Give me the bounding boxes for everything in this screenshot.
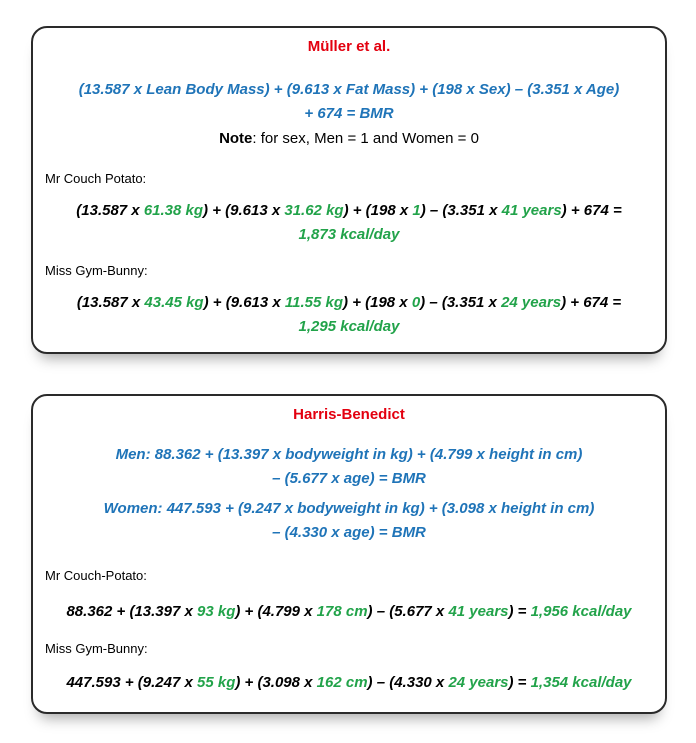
- muller-couch-result: 1,873 kcal/day: [298, 226, 400, 243]
- muller-title: Müller et al.: [307, 38, 391, 55]
- muller-formula-line1: (13.587 x Lean Body Mass) + (9.613 x Fat Mass) + (198 x Sex) – (3.351 x Age): [78, 81, 620, 98]
- harris-women-line1: Women: 447.593 + (9.247 x bodyweight in kg) + (3.098 x height in cm): [103, 500, 595, 517]
- lean-mass-value: 61.38 kg: [143, 202, 204, 219]
- age-value: 41 years: [448, 603, 509, 620]
- age-value: 24 years: [501, 294, 562, 311]
- result-value: 1,956 kcal/day: [530, 603, 632, 620]
- height-value: 162 cm: [316, 674, 368, 691]
- muller-couch-equation: (13.587 x 61.38 kg) + (9.613 x 31.62 kg) + (198 x 1) – (3.351 x 41 years) + 674 =: [76, 202, 622, 219]
- harris-title: Harris-Benedict: [293, 406, 405, 423]
- harris-couch-equation: 88.362 + (13.397 x 93 kg) + (4.799 x 178 cm) – (5.677 x 41 years) = 1,956 kcal/day: [66, 603, 632, 620]
- muller-gym-label: Miss Gym-Bunny:: [45, 263, 148, 278]
- age-value: 24 years: [448, 674, 509, 691]
- note-bold: Note: [219, 130, 253, 147]
- fat-mass-value: 11.55 kg: [284, 294, 344, 311]
- fat-mass-value: 31.62 kg: [284, 202, 344, 219]
- result-value: 1,354 kcal/day: [530, 674, 632, 691]
- muller-gym-equation: (13.587 x 43.45 kg) + (9.613 x 11.55 kg) + (198 x 0) – (3.351 x 24 years) + 674 =: [76, 294, 622, 311]
- harris-women-line2: – (4.330 x age) = BMR: [272, 524, 426, 541]
- muller-gym-result: 1,295 kcal/day: [298, 318, 400, 335]
- note-text: : for sex, Men = 1 and Women = 0: [252, 130, 479, 147]
- muller-couch-label: Mr Couch Potato:: [45, 171, 147, 186]
- lean-mass-value: 43.45 kg: [144, 294, 204, 311]
- muller-card: [31, 26, 667, 354]
- weight-value: 55 kg: [197, 674, 236, 691]
- sex-value: 1: [412, 202, 421, 219]
- harris-men-line1: Men: 88.362 + (13.397 x bodyweight in kg) + (4.799 x height in cm): [115, 446, 583, 463]
- muller-note: [33, 130, 665, 147]
- harris-couch-label: Mr Couch-Potato:: [45, 568, 147, 583]
- harris-men-line2: – (5.677 x age) = BMR: [272, 470, 426, 487]
- harris-card: [31, 394, 667, 714]
- muller-formula-line2: + 674 = BMR: [304, 105, 394, 122]
- harris-gym-label: Miss Gym-Bunny:: [45, 641, 148, 656]
- sex-value: 0: [411, 294, 421, 311]
- age-value: 41 years: [501, 202, 562, 219]
- weight-value: 93 kg: [197, 603, 236, 620]
- height-value: 178 cm: [316, 603, 368, 620]
- harris-gym-equation: 447.593 + (9.247 x 55 kg) + (3.098 x 162 cm) – (4.330 x 24 years) = 1,354 kcal/day: [66, 674, 632, 691]
